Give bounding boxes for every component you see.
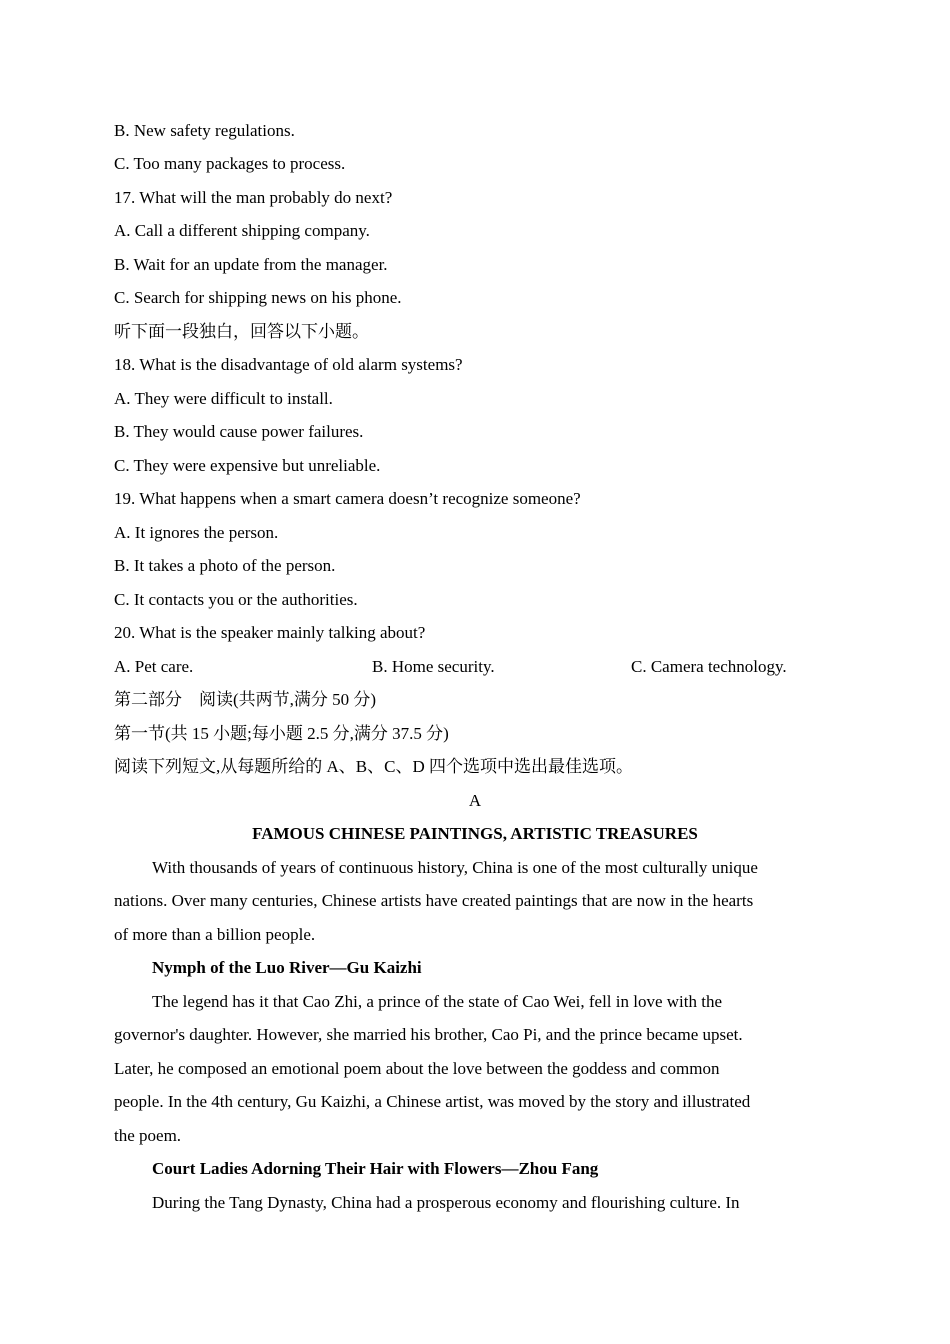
intro-line: of more than a billion people.	[114, 925, 316, 944]
q20-question: 20. What is the speaker mainly talking about?	[114, 623, 426, 642]
q16-option-b: B. New safety regulations.	[114, 121, 295, 140]
q18-option-b: B. They would cause power failures.	[114, 422, 364, 441]
q18-option-c: C. They were expensive but unreliable.	[114, 456, 381, 475]
q17-option-c: C. Search for shipping news on his phone.	[114, 288, 402, 307]
painting1-line: Later, he composed an emotional poem about the love between the goddess and common	[114, 1059, 720, 1078]
painting2-heading: Court Ladies Adorning Their Hair with Flowers—Zhou Fang	[152, 1159, 599, 1178]
painting1-line: people. In the 4th century, Gu Kaizhi, a Chinese artist, was moved by the story and illustrated	[114, 1092, 751, 1111]
monologue-instruction: 听下面一段独白，回答以下小题。	[114, 322, 369, 341]
painting1-heading: Nymph of the Luo River—Gu Kaizhi	[152, 958, 422, 977]
q17-option-b: B. Wait for an update from the manager.	[114, 255, 388, 274]
q18-option-a: A. They were difficult to install.	[114, 389, 333, 408]
q17-question: 17. What will the man probably do next?	[114, 188, 393, 207]
painting1-line: The legend has it that Cao Zhi, a prince of the state of Cao Wei, fell in love with the	[152, 992, 723, 1011]
q19-question: 19. What happens when a smart camera doesn’t recognize someone?	[114, 489, 581, 508]
q16-option-c: C. Too many packages to process.	[114, 154, 346, 173]
q17-option-a: A. Call a different shipping company.	[114, 221, 370, 240]
q18-question: 18. What is the disadvantage of old alarm systems?	[114, 355, 463, 374]
painting1-line: the poem.	[114, 1126, 182, 1145]
q20-option-b: B. Home security.	[372, 657, 495, 676]
passage-title: FAMOUS CHINESE PAINTINGS, ARTISTIC TREASURES	[252, 824, 698, 843]
reading-section-title: 第一节(共 15 小题;每小题 2.5 分,满分 37.5 分)	[114, 724, 449, 743]
q20-option-c: C. Camera technology.	[631, 657, 787, 676]
intro-line: nations. Over many centuries, Chinese artists have created paintings that are now in the hearts	[114, 891, 754, 910]
painting1-line: governor's daughter. However, she married his brother, Cao Pi, and the prince became upset.	[114, 1025, 743, 1044]
reading-instruction: 阅读下列短文,从每题所给的 A、B、C、D 四个选项中选出最佳选项。	[114, 757, 633, 776]
q19-option-b: B. It takes a photo of the person.	[114, 556, 336, 575]
intro-line: With thousands of years of continuous history, China is one of the most culturally unique	[152, 858, 758, 877]
painting2-line: During the Tang Dynasty, China had a prosperous economy and flourishing culture. In	[152, 1193, 740, 1212]
reading-part-title: 第二部分 阅读(共两节,满分 50 分)	[114, 690, 377, 709]
q19-option-a: A. It ignores the person.	[114, 523, 279, 542]
q19-option-c: C. It contacts you or the authorities.	[114, 590, 358, 609]
passage-label: A	[468, 791, 482, 810]
q20-option-a: A. Pet care.	[114, 657, 194, 676]
